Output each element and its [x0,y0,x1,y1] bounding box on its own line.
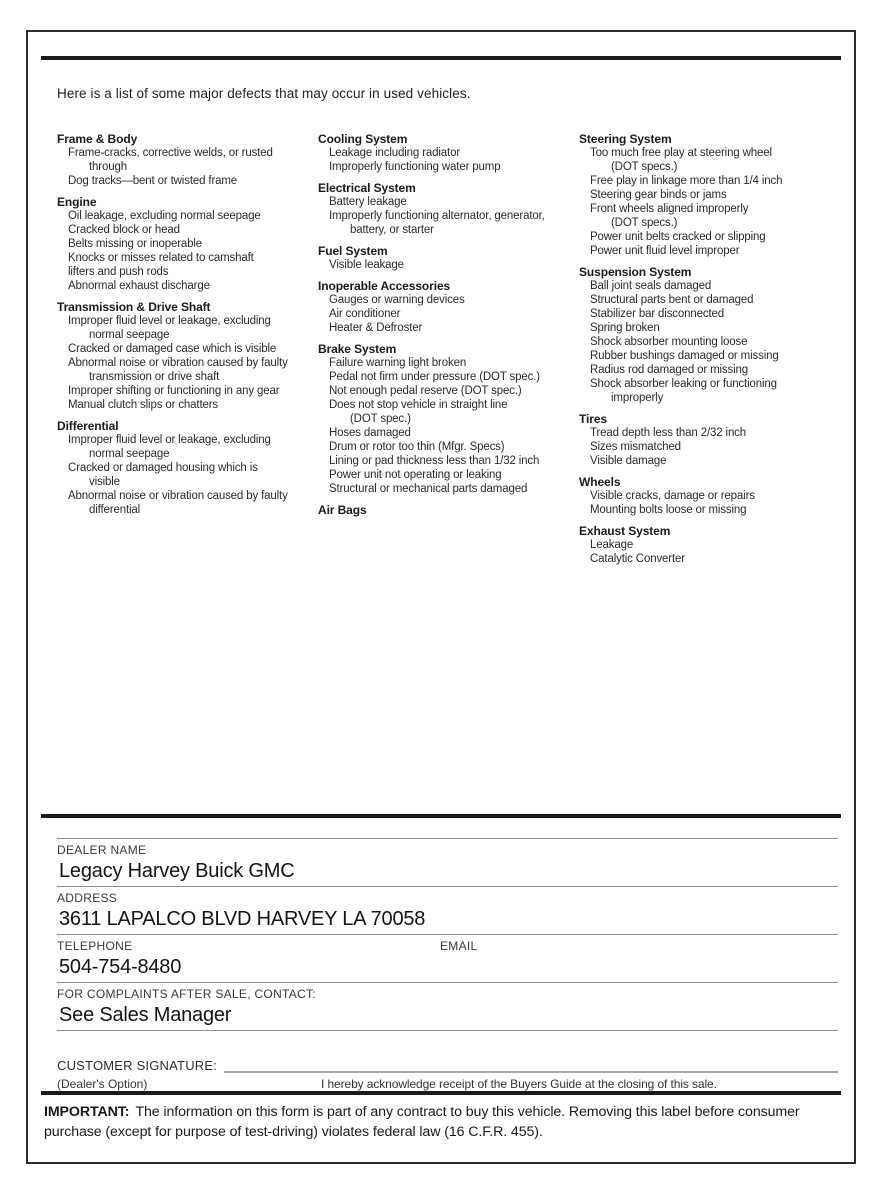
address-label: ADDRESS [57,891,118,905]
defect-category-title: Electrical System [318,181,416,195]
defect-item: Not enough pedal reserve (DOT spec.) [329,385,522,397]
defect-section [579,524,846,566]
defect-item: Front wheels aligned improperly [590,203,749,215]
defect-item: Too much free play at steering wheel [590,147,772,159]
signature-blank-line [224,1058,838,1073]
defects-column-1 [57,132,318,566]
defect-category-title: Cooling System [318,132,408,146]
defect-item: (DOT spec.) [350,413,411,425]
dealer-name-value: Legacy Harvey Buick GMC [59,860,295,882]
defect-item: Sizes mismatched [590,441,681,453]
defect-item: Visible leakage [329,259,404,271]
dealer-option-note: (Dealer's Option) [57,1077,148,1091]
defect-item: Failure warning light broken [329,357,467,369]
defect-item: Dog tracks—bent or twisted frame [68,175,238,187]
defects-list [57,132,846,566]
defect-item: Mounting bolts loose or missing [590,504,747,516]
defects-intro-text: Here is a list of some major defects that may occur in used vehicles. [57,86,471,101]
defect-item: Oil leakage, excluding normal seepage [68,210,261,222]
defect-item: Rubber bushings damaged or missing [590,350,779,362]
defect-item: Structural parts bent or damaged [590,294,754,306]
defect-section [318,244,579,272]
defect-item: through [89,161,127,173]
middle-divider-rule [41,814,841,818]
defect-item: Manual clutch slips or chatters [68,399,219,411]
defect-category-title: Differential [57,419,119,433]
defect-item: Catalytic Converter [590,553,685,565]
defect-item: Leakage including radiator [329,147,461,159]
buyers-guide-back-page [26,30,856,1164]
defect-item: Cracked or damaged case which is visible [68,343,277,355]
defect-item: Shock absorber leaking or functioning [590,378,777,390]
form-rule [57,1030,838,1031]
defect-item: Ball joint seals damaged [590,280,712,292]
defect-item: Power unit not operating or leaking [329,469,502,481]
defect-item: Battery leakage [329,196,407,208]
defect-category-title: Wheels [579,475,621,489]
defect-item: Pedal not firm under pressure (DOT spec.) [329,371,540,383]
defect-item: Improperly functioning alternator, generator, [329,210,545,222]
defect-item: Improperly functioning water pump [329,161,501,173]
defect-item: (DOT specs.) [611,217,678,229]
defect-item: Gauges or warning devices [329,294,465,306]
telephone-label: TELEPHONE [57,939,133,953]
defect-item: Improper fluid level or leakage, excluding [68,434,271,446]
complaints-contact-label: FOR COMPLAINTS AFTER SALE, CONTACT: [57,987,316,1001]
defect-category-title: Fuel System [318,244,388,258]
defect-section [57,132,318,188]
defect-item: Power unit belts cracked or slipping [590,231,766,243]
defect-item: Spring broken [590,322,660,334]
defect-item: Tread depth less than 2/32 inch [590,427,747,439]
defect-section [579,132,846,258]
defect-section [57,195,318,293]
defect-item: Steering gear binds or jams [590,189,727,201]
defect-item: Radius rod damaged or missing [590,364,749,376]
defect-item: Heater & Defroster [329,322,423,334]
defect-item: Cracked block or head [68,224,180,236]
defect-category-title: Transmission & Drive Shaft [57,300,211,314]
defects-column-3 [579,132,846,566]
defect-category-title: Suspension System [579,265,692,279]
defect-item: Hoses damaged [329,427,411,439]
defect-section [318,342,579,496]
defect-item: Visible cracks, damage or repairs [590,490,755,502]
footer-divider-rule [41,1091,841,1095]
defect-item: (DOT specs.) [611,161,678,173]
defect-item: Leakage [590,539,634,551]
telephone-email-label-row [57,935,838,953]
defect-section [318,503,579,517]
defect-category-title: Engine [57,195,97,209]
top-divider-rule [41,56,841,60]
defect-category-title: Exhaust System [579,524,671,538]
defect-item: differential [89,504,141,516]
address-value: 3611 LAPALCO BLVD HARVEY LA 70058 [59,908,426,930]
defect-section [579,475,846,517]
acknowledgment-text: I hereby acknowledge receipt of the Buyers Guide at the closing of this sale. [321,1077,717,1091]
defect-item: Does not stop vehicle in straight line [329,399,508,411]
defect-section [579,412,846,468]
defect-item: Lining or pad thickness less than 1/32 inch [329,455,540,467]
defect-section [318,132,579,174]
defect-item: visible [89,476,120,488]
defect-section [57,300,318,412]
defect-item: Improper fluid level or leakage, excluding [68,315,271,327]
defects-column-2 [318,132,579,566]
defect-category-title: Tires [579,412,607,426]
important-label: IMPORTANT: [44,1104,130,1120]
defect-item: transmission or drive shaft [89,371,220,383]
defect-item: Air conditioner [329,308,401,320]
dealer-name-label: DEALER NAME [57,843,147,857]
defect-item: battery, or starter [350,224,434,236]
defect-item: Knocks or misses related to camshaft [68,252,254,264]
telephone-value: 504-754-8480 [59,956,182,978]
defect-section [57,419,318,517]
customer-signature-row [57,1058,838,1073]
important-notice [44,1103,839,1142]
defect-item: Power unit fluid level improper [590,245,740,257]
defect-section [318,181,579,237]
defect-item: Free play in linkage more than 1/4 inch [590,175,783,187]
defect-item: Improper shifting or functioning in any gear [68,385,280,397]
defect-item: Belts missing or inoperable [68,238,203,250]
defect-item: Cracked or damaged housing which is [68,462,258,474]
defect-item: improperly [611,392,664,404]
defect-item: normal seepage [89,329,170,341]
defect-category-title: Inoperable Accessories [318,279,451,293]
defect-category-title: Air Bags [318,503,367,517]
email-label: EMAIL [440,939,478,953]
defect-category-title: Brake System [318,342,397,356]
defect-item: Abnormal noise or vibration caused by faulty [68,490,288,502]
defect-item: lifters and push rods [68,266,169,278]
defect-item: Stabilizer bar disconnected [590,308,725,320]
defect-section [318,279,579,335]
defect-item: Visible damage [590,455,667,467]
defect-section [579,265,846,405]
defect-item: Drum or rotor too thin (Mfgr. Specs) [329,441,505,453]
defect-item: Structural or mechanical parts damaged [329,483,528,495]
complaints-contact-value: See Sales Manager [59,1004,232,1026]
defect-item: Frame-cracks, corrective welds, or rusted [68,147,273,159]
defect-item: Abnormal noise or vibration caused by faulty [68,357,288,369]
defect-item: Abnormal exhaust discharge [68,280,210,292]
dealer-info-form [57,838,838,1091]
customer-signature-label: CUSTOMER SIGNATURE: [57,1058,218,1073]
important-text: The information on this form is part of any contract to buy this vehicle. Removing this label before consumer purchase (except for purpose of test-driving) violates federal law (16 C.F.R. 455). [44,1104,800,1140]
defect-item: Shock absorber mounting loose [590,336,748,348]
signature-sub-row [57,1077,838,1091]
defect-category-title: Frame & Body [57,132,138,146]
defect-item: normal seepage [89,448,170,460]
defect-category-title: Steering System [579,132,672,146]
